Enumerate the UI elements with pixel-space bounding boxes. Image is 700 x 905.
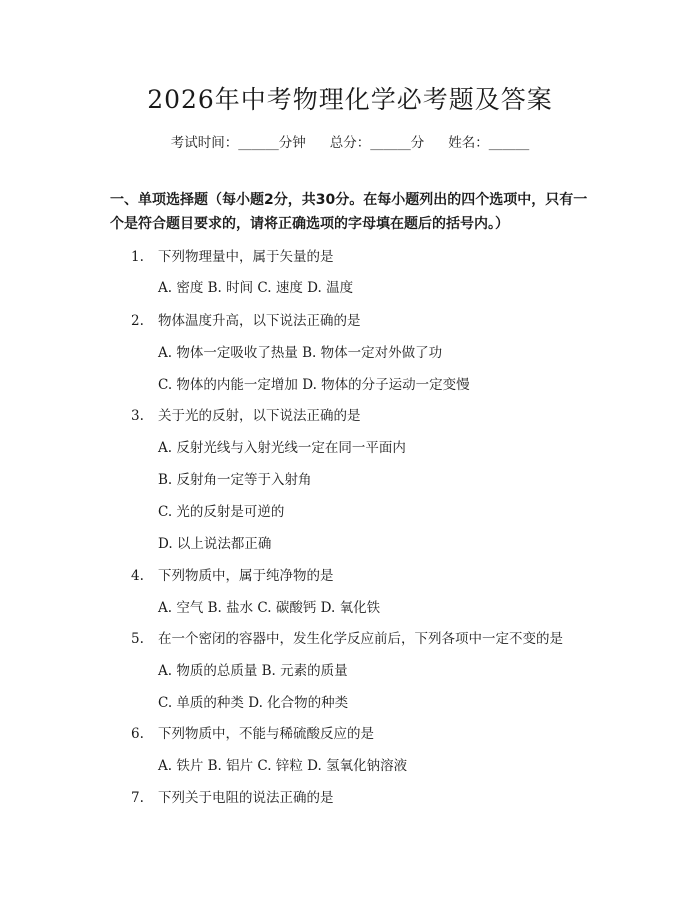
- total-score-field: 总分：______分: [329, 135, 425, 151]
- question-text: 在一个密闭的容器中，发生化学反应前后，下列各项中一定不变的是: [158, 631, 563, 647]
- question-option-line: A. 铁片 B. 铝片 C. 锌粒 D. 氢氧化钠溶液: [158, 758, 408, 774]
- question-text: 下列物质中，属于纯净物的是: [158, 568, 334, 584]
- question-option-line: A. 空气 B. 盐水 C. 碳酸钙 D. 氧化铁: [158, 600, 381, 616]
- student-name-field: 姓名：______: [448, 135, 530, 151]
- section-heading: 一、单项选择题（每小题2分，共30分。在每小题列出的四个选项中，只有一个是符合题目要求的，请将正确选项的字母填在题后的括号内。）: [110, 192, 588, 232]
- question-item: [131, 564, 334, 584]
- question-option-line: B. 反射角一定等于入射角: [158, 472, 312, 488]
- question-text: 关于光的反射，以下说法正确的是: [158, 408, 361, 424]
- question-number: 1.: [131, 249, 144, 265]
- question-number: 6.: [131, 726, 144, 742]
- question-item: [131, 404, 361, 424]
- question-item: [131, 722, 374, 742]
- question-option-line: A. 密度 B. 时间 C. 速度 D. 温度: [158, 280, 354, 296]
- question-item: [131, 786, 334, 806]
- question-text: 物体温度升高，以下说法正确的是: [158, 313, 361, 329]
- question-item: [131, 627, 563, 647]
- question-number: 7.: [131, 790, 144, 806]
- question-option-line: A. 物质的总质量 B. 元素的质量: [158, 663, 348, 679]
- question-option-line: C. 物体的内能一定增加 D. 物体的分子运动一定变慢: [158, 377, 470, 393]
- question-item: [131, 309, 361, 329]
- question-option-line: A. 反射光线与入射光线一定在同一平面内: [158, 440, 406, 456]
- question-option-line: C. 单质的种类 D. 化合物的种类: [158, 695, 349, 711]
- question-text: 下列物理量中，属于矢量的是: [158, 249, 334, 265]
- question-option-line: C. 光的反射是可逆的: [158, 504, 285, 520]
- question-number: 4.: [131, 568, 144, 584]
- question-number: 2.: [131, 313, 144, 329]
- page-title: 2026年中考物理化学必考题及答案: [147, 85, 553, 114]
- question-option-line: D. 以上说法都正确: [158, 536, 272, 552]
- exam-meta: [0, 131, 700, 151]
- question-text: 下列关于电阻的说法正确的是: [158, 790, 334, 806]
- question-number: 5.: [131, 631, 144, 647]
- question-option-line: A. 物体一定吸收了热量 B. 物体一定对外做了功: [158, 345, 443, 361]
- question-number: 3.: [131, 408, 144, 424]
- question-text: 下列物质中，不能与稀硫酸反应的是: [158, 726, 374, 742]
- exam-time-field: 考试时间：______分钟: [170, 135, 306, 151]
- question-item: [131, 245, 334, 265]
